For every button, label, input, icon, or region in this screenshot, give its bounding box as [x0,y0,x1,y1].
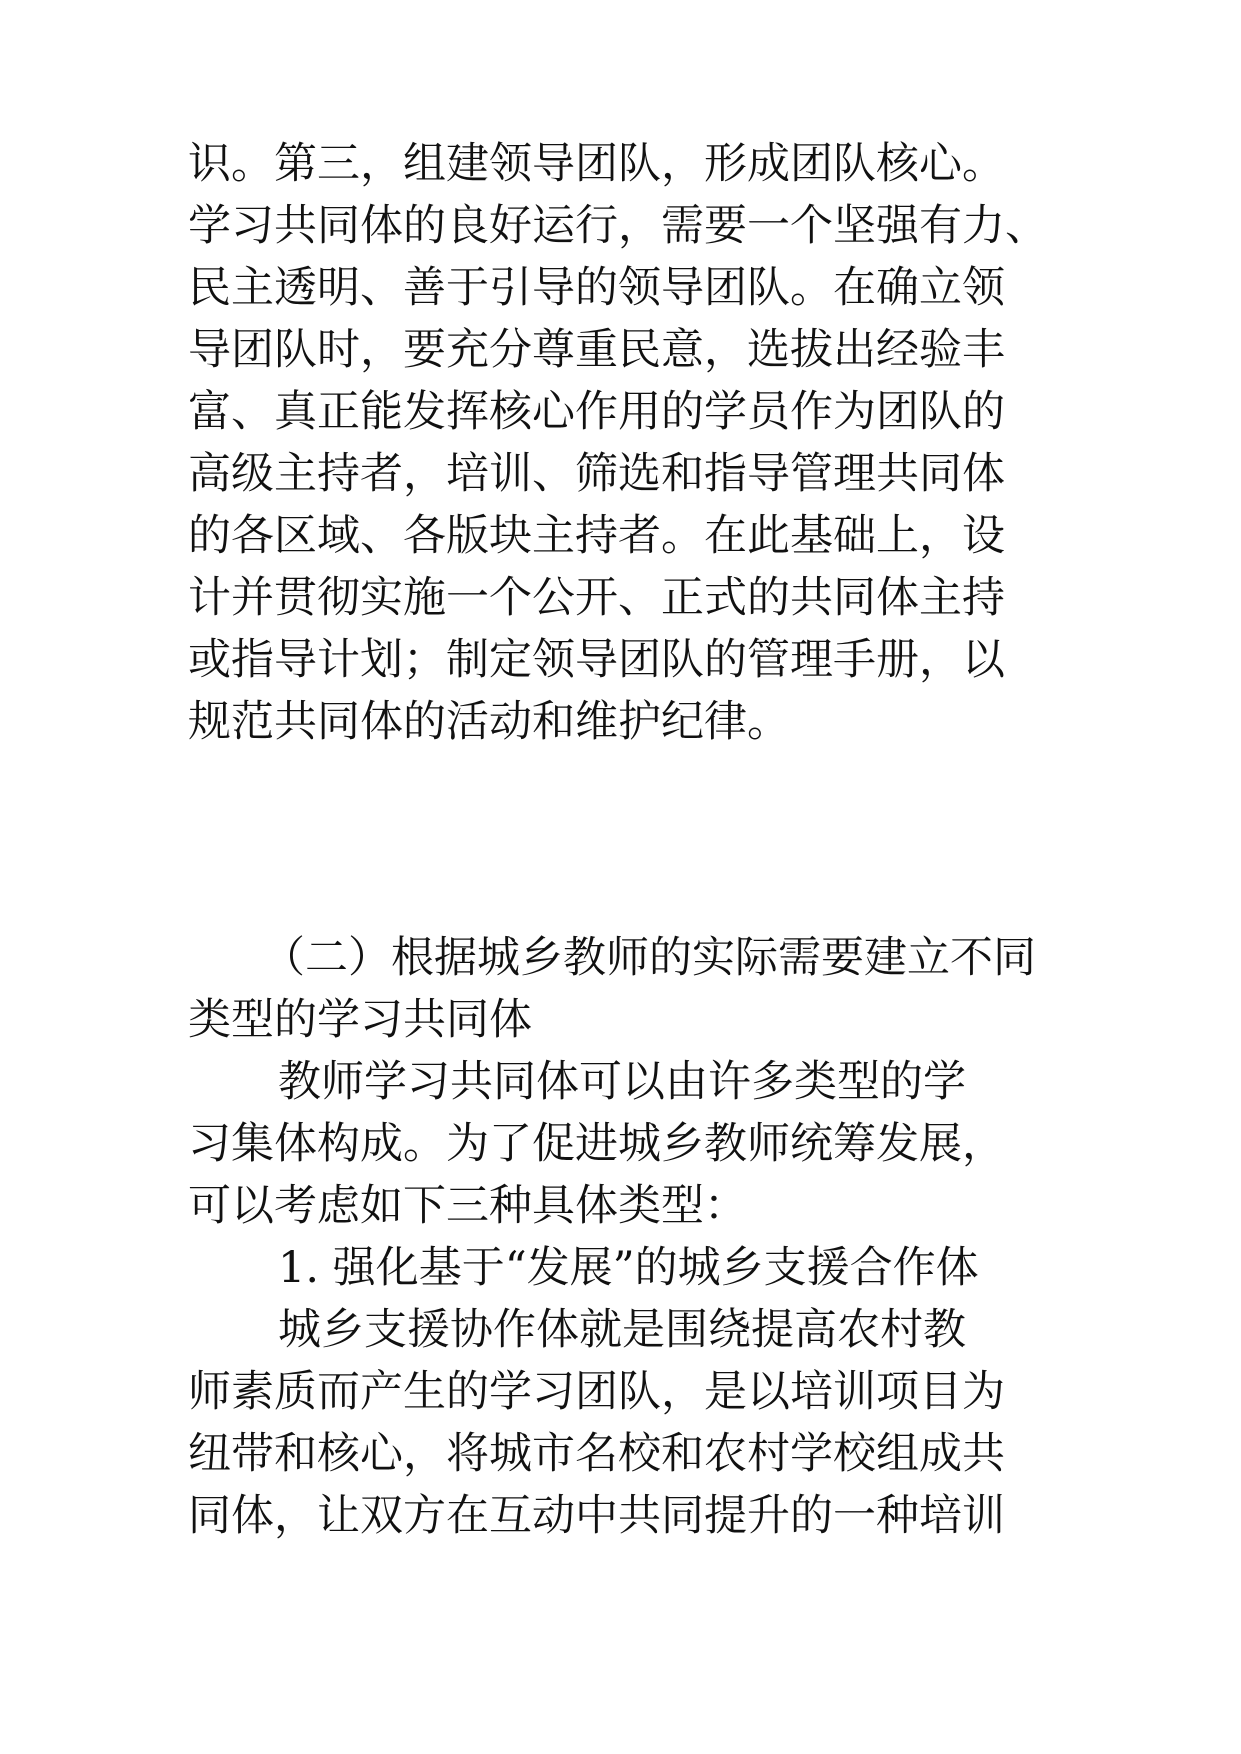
text-line: 识。第三，组建领导团队，形成团队核心。 [188,139,1005,189]
text-line: 教师学习共同体可以由许多类型的学 [278,1057,966,1107]
text-line: 可以考虑如下三种具体类型： [188,1181,747,1231]
text-line: 计并贯彻实施一个公开、正式的共同体主持 [188,573,1005,623]
text-line: 同体，让双方在互动中共同提升的一种培训 [188,1491,1005,1541]
text-line: 导团队时，要充分尊重民意，选拔出经验丰 [188,325,1005,375]
text-line: 或指导计划；制定领导团队的管理手册，以 [188,635,1005,685]
text-line: 城乡支援协作体就是围绕提高农村教 [278,1305,966,1355]
section-heading: （二）根据城乡教师的实际需要建立不同 [262,933,1036,983]
text-line: 师素质而产生的学习团队，是以培训项目为 [188,1367,1005,1417]
text-line: 学习共同体的良好运行，需要一个坚强有力、 [188,201,1048,251]
text-line: 高级主持者，培训、筛选和指导管理共同体 [188,449,1005,499]
subheading: 1. 强化基于“发展”的城乡支援合作体 [278,1243,979,1293]
section-heading: 类型的学习共同体 [188,995,532,1045]
text-line: 纽带和核心，将城市名校和农村学校组成共 [188,1429,1005,1479]
text-line: 的各区域、各版块主持者。在此基础上，设 [188,511,1005,561]
text-line: 富、真正能发挥核心作用的学员作为团队的 [188,387,1005,437]
text-line: 规范共同体的活动和维护纪律。 [188,697,790,747]
text-line: 民主透明、善于引导的领导团队。在确立领 [188,263,1005,313]
text-line: 习集体构成。为了促进城乡教师统筹发展， [188,1119,1005,1169]
